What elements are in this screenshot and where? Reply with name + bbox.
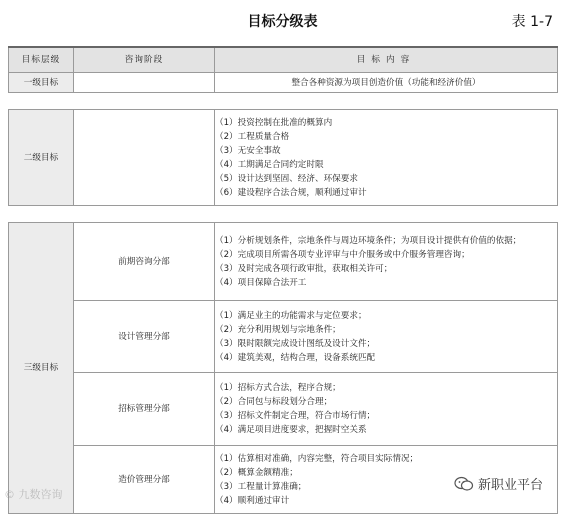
table-row-level3 bbox=[9, 223, 558, 301]
watermark-left: © 九数咨询 bbox=[4, 488, 63, 501]
goal-list bbox=[215, 373, 558, 446]
phase-cell: 前期咨询分部 bbox=[74, 223, 215, 301]
watermark-right bbox=[454, 474, 543, 496]
header-goal: 目标内容 bbox=[215, 47, 558, 73]
phase-cell-empty bbox=[74, 73, 215, 93]
spacer-row bbox=[9, 206, 558, 223]
list-item: （2）工程质量合格 bbox=[215, 131, 290, 142]
list-item: （2）充分利用规划与宗地条件； bbox=[215, 324, 341, 335]
list-item: （5）设计达到坚固、经济、环保要求 bbox=[215, 173, 358, 184]
list-item: （1）满足业主的功能需求与定位要求； bbox=[215, 310, 367, 321]
phase-cell-empty bbox=[74, 110, 215, 206]
table-row-level1 bbox=[9, 73, 558, 93]
level-cell: 三级目标 bbox=[9, 223, 74, 514]
list-item: （4）建筑美观，结构合理，设备系统匹配 bbox=[215, 352, 376, 363]
table-title: 目标分级表 bbox=[247, 14, 318, 30]
list-item: （3）及时完成各项行政审批，获取相关许可； bbox=[215, 263, 393, 274]
spacer-row bbox=[9, 93, 558, 110]
list-item: （1）估算相对准确，内容完整，符合项目实际情况； bbox=[215, 453, 419, 464]
list-item: （3）工程量计算准确； bbox=[215, 481, 307, 492]
list-item: （3）无安全事故 bbox=[215, 145, 281, 156]
phase-cell: 招标管理分部 bbox=[74, 373, 215, 446]
goal-list bbox=[215, 110, 558, 206]
list-item: （4）工期满足合同约定时限 bbox=[215, 159, 324, 170]
phase-cell: 造价管理分部 bbox=[74, 446, 215, 514]
list-item: （4）项目保障合法开工 bbox=[215, 277, 307, 288]
table-row-level2 bbox=[9, 110, 558, 206]
list-item: （2）完成项目所需各项专业评审与中介服务或中介服务管理咨询； bbox=[215, 249, 470, 260]
table-number: 表 1-7 bbox=[511, 14, 553, 30]
header-phase: 咨询阶段 bbox=[74, 47, 215, 73]
list-item: （2）合同包与标段划分合理； bbox=[215, 397, 333, 407]
list-item: （3）限时限额完成设计图纸及设计文件； bbox=[215, 338, 376, 349]
list-item: （4）顺利通过审计 bbox=[215, 495, 290, 506]
wechat-icon bbox=[454, 476, 474, 496]
goal-list bbox=[215, 223, 558, 301]
list-item: （2）概算金额精准； bbox=[215, 467, 298, 478]
list-item: （1）招标方式合法，程序合规； bbox=[215, 383, 341, 393]
watermark-right-text: 新职业平台 bbox=[477, 478, 543, 493]
goal-cell: 整合各种资源为项目创造价值（功能和经济价值） bbox=[215, 73, 558, 93]
list-item: （1）分析规划条件，宗地条件与周边环境条件；为项目设计提供有价值的依据； bbox=[215, 235, 522, 246]
list-item: （1）投资控制在批准的概算内 bbox=[215, 117, 333, 128]
goal-hierarchy-table bbox=[8, 46, 558, 514]
level-cell: 一级目标 bbox=[9, 73, 74, 93]
table-row-level3 bbox=[9, 301, 558, 373]
table-row-level3 bbox=[9, 373, 558, 446]
goal-list bbox=[215, 301, 558, 373]
list-item: （3）招标文件制定合理，符合市场行情； bbox=[215, 411, 376, 421]
header-row bbox=[9, 47, 558, 73]
level-cell: 二级目标 bbox=[9, 110, 74, 206]
list-item: （6）建设程序合法合规，顺利通过审计 bbox=[215, 187, 367, 198]
header-level: 目标层级 bbox=[9, 47, 74, 73]
phase-cell: 设计管理分部 bbox=[74, 301, 215, 373]
list-item: （4）满足项目进度要求，把握时空关系 bbox=[215, 425, 367, 435]
